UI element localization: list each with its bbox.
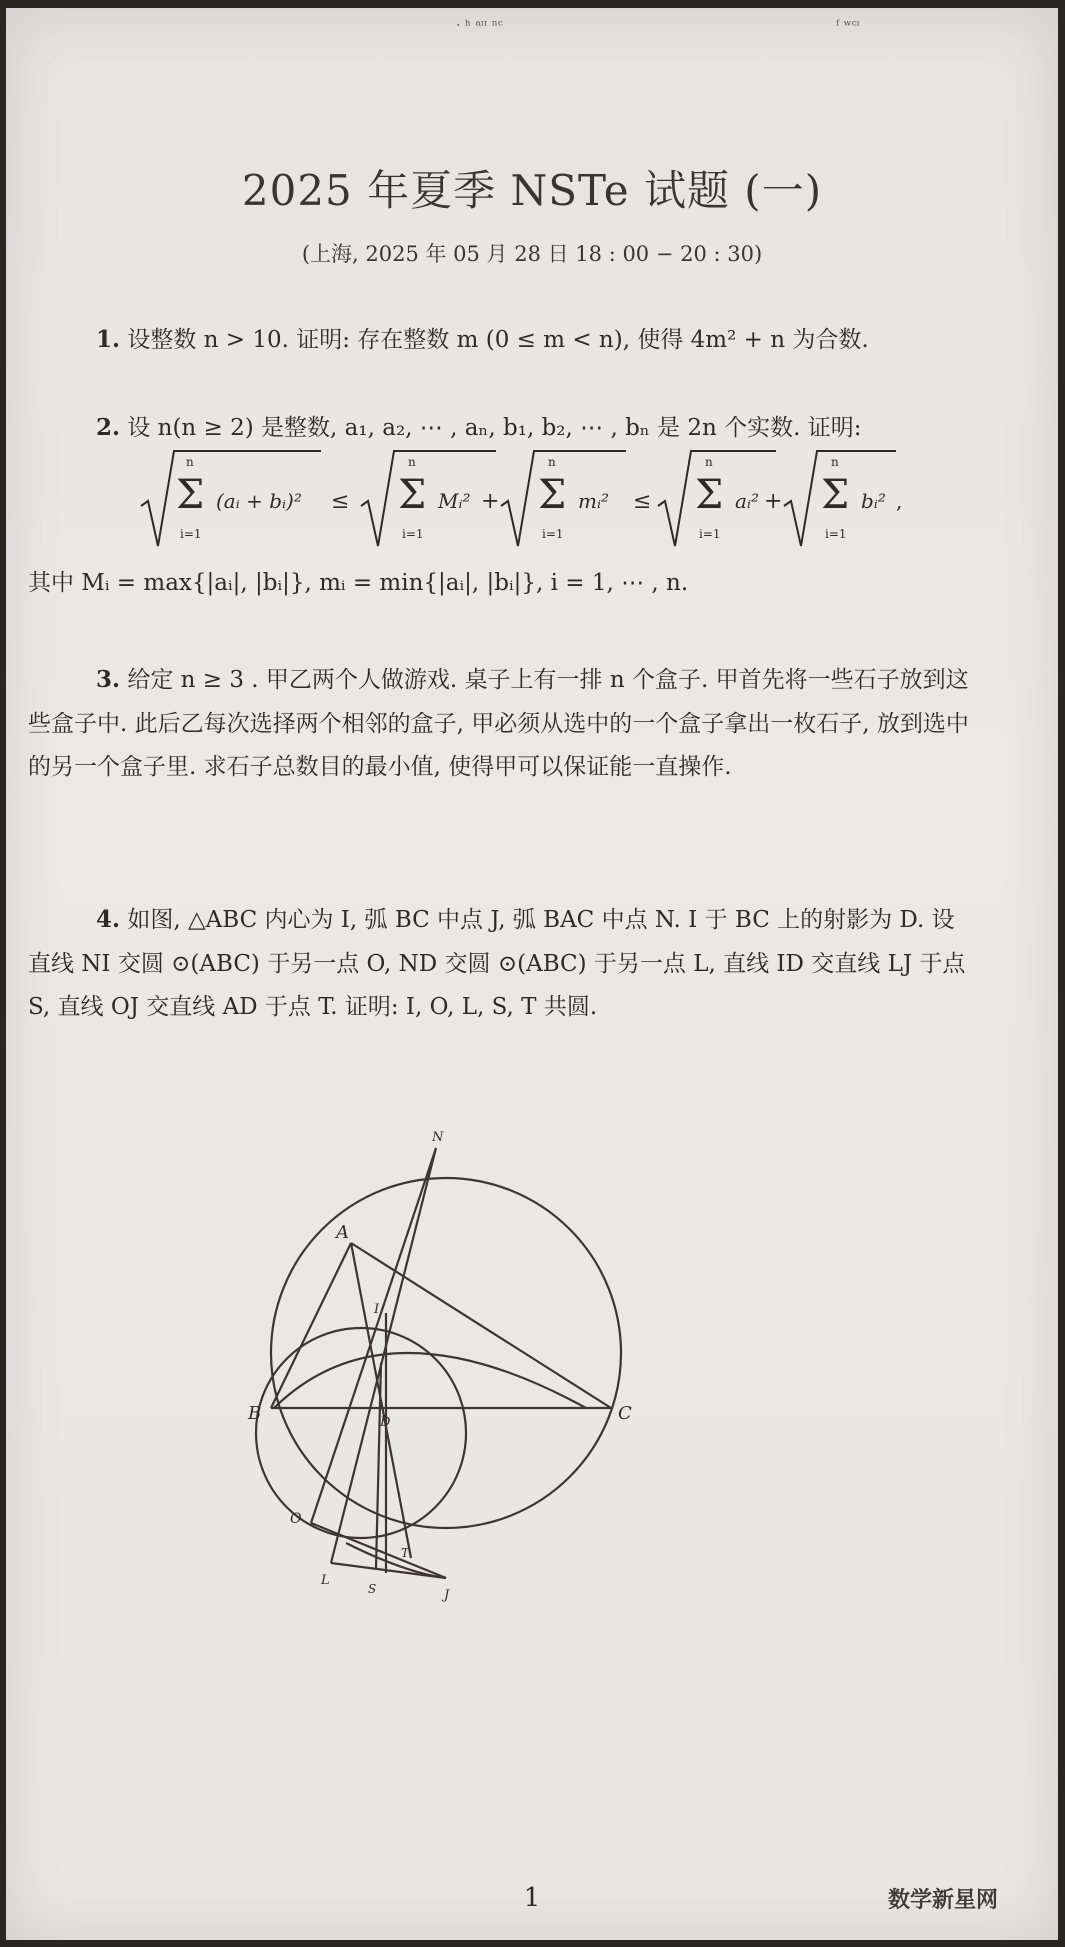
sigma-4: Σ <box>695 472 724 518</box>
label-T: T <box>401 1546 410 1560</box>
sum-bottom-4: i=1 <box>699 527 721 541</box>
problem-1-text: 设整数 n > 10. 证明: 存在整数 m (0 ≤ m < n), 使得 4m² + n 为合数. <box>127 327 869 353</box>
sum-top-2: n <box>408 455 416 469</box>
line-AB <box>271 1243 351 1408</box>
label-J: J <box>444 1588 450 1603</box>
formula-mid1: Mᵢ² <box>438 489 471 513</box>
problem-2-text: 设 n(n ≥ 2) 是整数, a₁, a₂, ⋯ , aₙ, b₁, b₂, ⋯ , bₙ 是 2n 个实数. 证明: <box>127 415 862 441</box>
exam-subtitle: (上海, 2025 年 05 月 28 日 18 : 00 − 20 : 30) <box>301 242 763 266</box>
sum-top-1: n <box>186 455 194 469</box>
problem-4-number: 4. <box>96 906 121 933</box>
inequality-formula <box>136 446 936 556</box>
label-I: I <box>374 1302 380 1317</box>
formula-end-comma: , <box>896 489 903 513</box>
sigma-2: Σ <box>398 472 427 518</box>
sum-bottom-2: i=1 <box>402 527 424 541</box>
top-mark-right: ᶠ ʷᶜᶦ <box>836 18 860 34</box>
problem-3 <box>28 658 973 790</box>
problem-4 <box>28 898 973 1030</box>
line-NO <box>311 1148 436 1523</box>
sum-top-3: n <box>548 455 556 469</box>
sigma-5: Σ <box>821 472 850 518</box>
problem-3-number: 3. <box>96 666 121 693</box>
formula-rhs1: aᵢ² <box>735 489 759 513</box>
label-C: C <box>618 1403 632 1424</box>
page-number: 1 <box>523 1883 541 1913</box>
line-NL <box>331 1148 436 1563</box>
sum-bottom-1: i=1 <box>180 527 202 541</box>
top-edge-marks <box>6 18 1058 38</box>
formula-lhs: (aᵢ + bᵢ)² <box>216 489 302 513</box>
problem-1-number: 1. <box>96 326 121 353</box>
sum-top-5: n <box>831 455 839 469</box>
problem-2-note: 其中 Mᵢ = max{|aᵢ|, |bᵢ|}, mᵢ = min{|aᵢ|, |bᵢ|}, i = 1, ⋯ , n. <box>28 570 689 596</box>
formula-rhs2: bᵢ² <box>861 489 886 513</box>
sum-bottom-3: i=1 <box>542 527 564 541</box>
exam-page <box>6 8 1058 1940</box>
label-L: L <box>321 1573 330 1588</box>
leq-2: ≤ <box>633 489 652 514</box>
label-S: S <box>368 1582 377 1596</box>
sum-top-4: n <box>705 455 713 469</box>
label-O: O <box>290 1511 302 1527</box>
label-A: A <box>336 1222 349 1243</box>
label-N: N <box>432 1130 444 1145</box>
label-B: B <box>248 1403 262 1424</box>
problem-4-text: 如图, △ABC 内心为 I, 弧 BC 中点 J, 弧 BAC 中点 N. I 于 BC 上的射影为 D. 设直线 NI 交圆 ⊙(ABC) 于另一点 O, ND 交圆 ⊙(ABC) 于另一点 L, 直线 ID 交直线 LJ 于点 S, 直线 OJ 交直线 AD 于点 T. 证明: I, O, L, S, T 共圆. <box>28 907 966 1021</box>
problem-2-number: 2. <box>96 414 121 441</box>
problem-1 <box>96 320 976 360</box>
top-mark-left: ‧ ʰ ᵃᶦᶦ ⁿᶜ <box>456 18 503 34</box>
problem-2 <box>96 408 976 448</box>
label-D: D <box>380 1415 391 1430</box>
problem-3-text: 给定 n ≥ 3 . 甲乙两个人做游戏. 桌子上有一排 n 个盒子. 甲首先将一些石子放到这些盒子中. 此后乙每次选择两个相邻的盒子, 甲必须从选中的一个盒子拿出一枚石子, 放到选中的另一个盒子里. 求石子总数目的最小值, 使得甲可以保证能一直操作. <box>28 667 969 781</box>
geometry-figure <box>248 1103 776 1643</box>
sigma-1: Σ <box>176 472 205 518</box>
circumcircle <box>271 1178 621 1528</box>
leq-1: ≤ <box>331 489 350 514</box>
sum-bottom-5: i=1 <box>825 527 847 541</box>
exam-title: 2025 年夏季 NSTe 试题 (一) <box>241 166 823 215</box>
plus-1: + <box>481 489 500 514</box>
watermark: 数学新星网 <box>888 1887 999 1913</box>
plus-2: + <box>764 489 783 514</box>
formula-mid2: mᵢ² <box>578 489 610 513</box>
sigma-3: Σ <box>538 472 567 518</box>
